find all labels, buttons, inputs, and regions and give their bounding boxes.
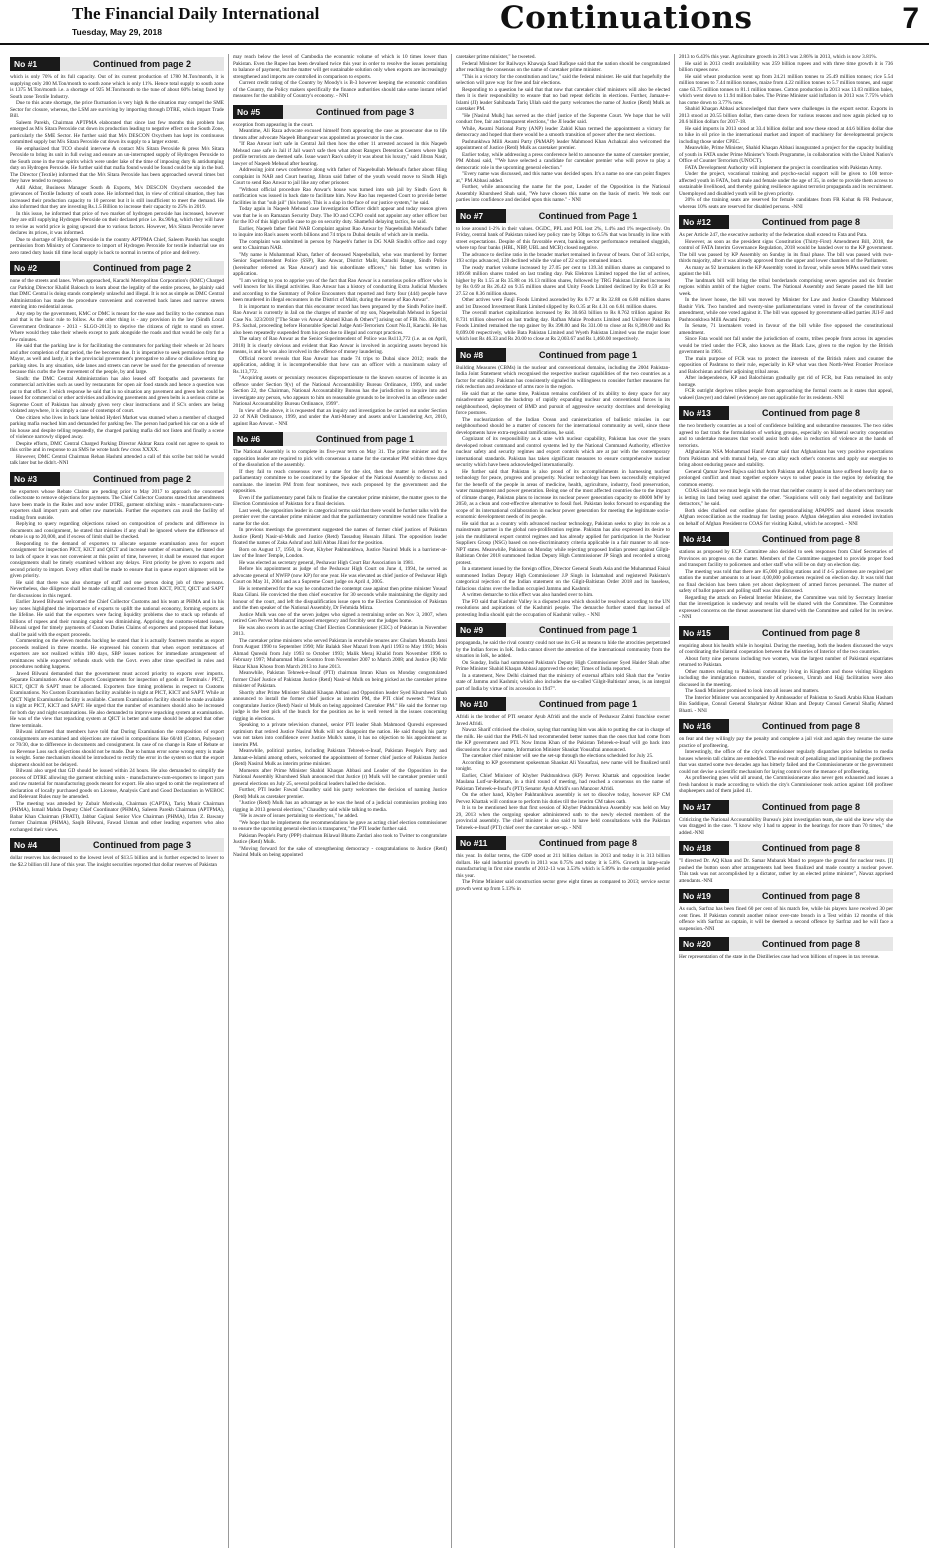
article-header xyxy=(456,348,670,362)
article-paragraph: The nuclearization of the Indian Ocean and canisterization of ballistic missiles in our neighbourhood should be a matter of concern for the international community as well, since these developments have extra-regional ramifications, he said. xyxy=(456,416,670,436)
article-paragraph: It is to be mentioned here that first session of Khyber Pakhtunkhwa Assembly was held on May 29, 2013 when the outgoing speaker administered oath to the newly elected members of the provincial assembly. The chief minister is also said to have held consultations with the Pakistan Tehreek-e-Insaf (PTI) chief over the caretaker set-up. - NNI xyxy=(456,805,670,831)
article-paragraph: this year. In dollar terms, the GDP stood at 211 billion dollars in 2013 and today it is 313 billion dollars. He said industrial growth in 2013 was 0.75% and today it is 5.8%. Growth in large-scale manufacturing in first nine months of 2012-13 was 3.53% which is 5.89% in the comparable period this year. xyxy=(456,853,670,879)
article-number: No #10 xyxy=(456,697,506,711)
article-paragraph: Meanwhile, Prime Minister, Shahid Khaqan Abbasi inaugurated a project for the capacity building of youth in FATA under Prime Minister's Youth Programme, in collaboration with the United Nation's Office of Counter Terrorism (UNOCT). xyxy=(679,145,893,164)
article-paragraph: Federal Minister for Railways Khawaja Saad Rafique said that the nation should be congratulated after reaching the consensus on the name of caretaker prime minister. xyxy=(456,60,670,73)
issue-date: Tuesday, May 29, 2018 xyxy=(72,27,162,37)
article-paragraph: As profiteering goes wild all around, the Commissionerate also never gets exhausted and issues a fresh handout is made according to which the city's Commissioner took action against 168 profiteer shopkeepers and of them jailed 41. xyxy=(679,775,893,794)
article-paragraph: He was elected as secretary general, Peshawar High Court Bar Association in 1981. xyxy=(239,559,415,566)
article-paragraph: He was also sworn in as the acting Chief Election Commissioner (CEC) of Pakistan in November 2013. xyxy=(233,624,447,637)
article-paragraph: Today again in Naqeeb Mehsud case Investigation Officer didn't appear and today reason given was that he is on Ramazan Security Duty. The IO and CCPO could not appoint any other officer but for the IO of this high profile case to go on security duty. Shameful delaying tactics, he said. xyxy=(233,206,447,225)
article-heading: Continued from page 8 xyxy=(729,841,893,855)
article-paragraph: "Without official procedure Rao Anwar's house was turned into sub jail by Sindh Govt & notification was issued in back date to facilitate him. Now Rao has requested Court to provide better facilities in that "sub jail" (his home). This is a slap in the face of our justice system," he said. xyxy=(233,186,447,206)
article-paragraph: The main purpose of FCR was to protect the interests of the British rulers and counter the opposition of Pashtuns to their rule, especially in KP what was then North-West Frontier Province and Balochistan and their adjoining tribal areas. xyxy=(679,355,893,375)
article-paragraph: stations as proposed by ECP. Committee also decided to seek responses from Chief Secretaries of Provinces on progress on the matter. Members of the Committee suggested to provide proper food and transport facility to policemen and other staff who will be on duty on election day. xyxy=(679,549,893,568)
article-number: No #19 xyxy=(679,889,729,903)
article-paragraph: dollar reserves has decreased to the lowest level of $13.5 billion and is further expected to lower to the $2.2 billion till June of this year. The insight securities reported that dollar reserves of Pakistan xyxy=(10,855,224,868)
article-paragraph: Afghanistan NSA Mohammad Hanif Atmar said that Afghanistan has very positive expectations from Pakistan and with mutual help, we can allay each other's concerns and apply our energies to bring about enduring peace and stability. xyxy=(679,449,893,468)
column-3 xyxy=(456,54,670,1550)
article-heading: Continued from page 8 xyxy=(729,937,893,951)
article-body xyxy=(10,489,224,834)
article-heading: Continued from page 1 xyxy=(506,697,670,711)
article-paragraph: In previous meetings the government suggested the names of former chief justices of Pakistan Justice (Retd) Nasir-ul-Mulk and Justice (Retd) Tassaduq Hussain Jillani. The opposition leader floated the names of Zaka Ashraf and Jalil Abbas Jilani for the position. xyxy=(233,527,447,546)
article-paragraph: He said that there was also shortage of staff and one person doing job of three persons. Nevertheless, due diligence shall be made calling all concerned from KICT, PICT, QICT and SAPT for discussions in this regard. xyxy=(10,579,224,599)
article-paragraph: He said that the parking law is for facilitating the commuters for parking their wheels or 24 hours and after completion of that period, the fee becomes due. It is imperative to seek permission from the Mayor, as well and lastly, it is the provincial government's prerogative to allow or disallow setting up parking sites. In any situation, side lanes and streets can never be used for the generation of revenue because this curbs the free movement of the people, by and large. xyxy=(10,343,224,375)
article-paragraph: Earlier today, while addressing a press conference held to announce the name of caretaker premier, PM Abbasi said, ""We have selected a candidate for caretaker premier who will prove to play a democratic role in the upcoming general election." xyxy=(456,151,670,171)
article-paragraph: Responding to a question he said that that now that caretaker chief ministers will also be elected then it is their responsibility to ensure that no bad repeat deficits in elections. Further, Jamaat-e-Islami (JI) leader Sahibzada Tariq Ullah said the party welcomes the name of Justice (Retd) Mulk as caretaker PM. xyxy=(456,86,670,112)
article-body xyxy=(679,643,893,715)
article-paragraph: Interestingly, the office of the city's commissioner regularly dispatches price bulletins to media houses wherein tall claims are embedded. The end result of penalizing and imprisoning the profiteers that was started some two decades ago has bitterly failed and the Commissionerate or the government could not devise a scientific mechanism for laying control over the menace of profiteering. xyxy=(679,749,893,775)
article-paragraph: Justice Mulk was one of the seven judges who signed a restraining order on Nov 3, 2007, when retired Gen Pervez Musharraf imposed emergency and forcibly sent the judges home. xyxy=(233,611,447,624)
article-paragraph: "I am writing to you to apprise you of the fact that Rao Anwar is a notorious police officer who is well known for his illegal activities. Rao Anwar has a history of conducting Extra Judicial Murders and according to the Summary of Police Encounters that reported and forty four (444) people have been murdered in illegal encounters in the District of Malir, during the tenure of Rao Anwar". xyxy=(233,277,447,303)
article-heading: Continued from page 8 xyxy=(729,215,893,229)
article-paragraph: Earlier, Chief Minister of Khyber Pakhtunkhwa (KP) Pervez Khattak and opposition leader Maulana Lutf-ur-Rehman, in a third round of meeting, had reached a consensus on the name of Pakistan Tehreek-e-Insaf's (PTI) Senator Ayub Afridi's son Manzoor Afridi. xyxy=(456,772,670,792)
article-paragraph: Her representation of the state in the Distilleries case had won billions of rupees in tax revenue. xyxy=(679,954,880,960)
article-paragraph: "My name is Muhammad Khan, father of deceased Naqeebullah, who was murdered by former Senior Superintendent Police (SSP), Rao Anwar, District Malir, Karachi Range, Sindh Police (hereinafter referred as 'Rao Anwar') and his subordinate officers," his father has written in application. xyxy=(233,251,447,277)
article-paragraph: On Sunday, India had summoned Pakistan's Deputy High Commissioner Syed Haider Shah after Prime Minister Shahid Khaqan Abbasi approved the order; Times of India reported. xyxy=(456,659,670,672)
article xyxy=(10,261,224,469)
article-heading: Continued from page 2 xyxy=(60,57,224,71)
article-number: No #14 xyxy=(679,532,729,546)
column-divider xyxy=(674,54,675,1548)
article-paragraph: However, DMC Central Chairman Rehan Hashmi attended a call of this scribe but told he would talk later but he didn't.-NNI xyxy=(10,453,224,466)
article-number: No #15 xyxy=(679,626,729,640)
article-heading: Continued from page 2 xyxy=(60,472,224,486)
article-paragraph: The overall market capitalization increased by Rs 30.663 billion to Rs 8.762 trillion against Rs 8.731 trillion observed on last trading day. Rafhan Maize Products Limited and Unilever Pakistan Foods Limited remained the top gainer by Rs 398.00 and Rs 331.00 to close at Rs 8,398.00 and Rs 8,699.00 respectively, while Bata Pakistan Limited and Wyeth Pakistan Limited was the major loser which lost Rs 46.33 and Rs 20.00 to close at Rs 2,003.67 and Rs 1,460.00 respectively. xyxy=(456,310,670,342)
article xyxy=(456,697,670,833)
column-1 xyxy=(10,54,224,1550)
article-paragraph: Afridi is the brother of PTI senator Ayub Afridi and the uncle of Peshawar Zalmi franchise owner Javed Afridi. xyxy=(456,714,670,727)
article-paragraph: 2013 to 6.43% this year. Agriculture growth in 2013 was 2.86% in 2013, which is now 3.81%. xyxy=(679,54,878,60)
article-paragraph: In a statement issued by the foreign office, Director General South Asia and the Muhammad Faisal summoned Indian Deputy High Commissioner J.P Singh in Islamabad and registered Pakistan's categorical rejection of the Indian statement on the Gilgit-Baltistan Order 2018 and its baseless, fallacious claims over the Indian occupied Jammu and Kashmir. xyxy=(456,566,670,592)
article-paragraph: The meeting was attended by Zubair Motiwala, Chairman (CAPTA), Tariq Munir Chairman (PHMA), Ismail Mahda Deputy Chief Coordinator (PHMA), Saleem Parekh Chairman (APTPMA), Babar Khan Chairman (FBATI), Jabbar Gajiani Senior Vice Chairman (PHMA), Irfan Z. Bawany former Chairman (PHMA), Saqib Bilwani, Fawad Usman and other leading exporters who also exchanged their views. xyxy=(10,800,224,833)
article-paragraph: Moments after Prime Minister Shahid Khaqan Abbasi and Leader of the Opposition in the National Assembly Khursheed Shah announced that Justice (r) Mulk will be caretaker premier until general elections on July 25, several political leaders hailed the decision. xyxy=(233,767,447,787)
article-body xyxy=(456,853,670,892)
article-paragraph: While, Awami National Party (ANP) leader Zahid Khan termed the appointment a victory for democracy and hoped that there would be a smooth transition of power after the next elections. xyxy=(456,125,670,138)
article-header xyxy=(456,209,670,223)
article-paragraph: enquiring about his health while in hospital. During the meeting, both the leaders discussed the ways of coordinating the bilateral cooperation between the Ministries of Interior of the two countries. xyxy=(679,642,893,655)
article-paragraph: The FO said that Kashmir Valley is a disputed area which should be resolved according to the UN resolutions and aspirations of the Kashmiri people. The demarche further stated that instead of protesting India should quit the occupation of Kashmir valley. - NNI xyxy=(456,598,670,618)
article-heading: Continued from page 8 xyxy=(729,719,893,733)
article-paragraph: He said that at the same time, Pakistan remains confident of its ability to deny space for any misadventure against the backdrop of rapidly expanding nuclear and conventional forces in its neighbourhood, deployment of BMD and pursuit of aggressive security doctrines and developing force postures. xyxy=(456,390,670,416)
article-header xyxy=(679,532,893,546)
article-paragraph: The advance to decline ratio in the broader market remained in favour of bears. Out of 343 scrips, 193 scrips advanced, 128 declined while the value of 22 scrips remained intact. xyxy=(456,251,670,264)
article-body xyxy=(233,449,447,859)
article-paragraph: If they fail to reach consensus over a name for the slot, then the matter is referred to a parliamentary committee to be constituted by the Speaker of the National Assembly to discuss and nominate. the interim PM from four nominees, two each proposed by the government and the opposition. xyxy=(233,468,447,494)
article-body xyxy=(233,122,447,428)
article-paragraph: Due to shortage of Hydrogen Peroxide in the country APTPMA Chief, Saleem Parekh has sought permission from Ministry of Commerce to import of Hydrogen Peroxide for textile industrial use on zero rated duty basis till time local supply is back to normal in terms of price and delivery. xyxy=(10,236,224,256)
article-paragraph: "We hope that he implements the recommendations he gave as acting chief election commissioner to ensure the upcoming general election is transparent," the PTI leader further said. xyxy=(233,819,447,832)
article-paragraph: which is only 70% of its full capacity. Out of its current production of 1780 M.Ton/month, it is supplying only 200 M.Ton/month to south zone which is only 11%. Hence total supply to south zone is 1375 M.Ton/month i.e. a shortage of 925 M.Ton/month to the tune of about 60% being faced by South zone Textile Industry. xyxy=(10,74,224,100)
masthead-left xyxy=(72,4,319,37)
article-paragraph: The meeting was told that there are 85,000 polling stations and if 4-5 policemen are required per station the number amounts to at least 4,00,000 policemen required on election day. It was told that no final decision has been taken yet about deployment of armed forces personnel. The matter of safety of ballot papers and polling staff was also discussed. xyxy=(679,568,893,594)
article-paragraph: Meanwhile, political parties, including Pakistan Tehreek-e-Insaf, Pakistan People's Party and Jamaat-e-Islami among others, welcomed the appointment of former chief justice of Pakistan Justice (Retd) Nasirul Mulk as interim prime minister. xyxy=(233,748,447,767)
article-body xyxy=(456,54,670,204)
article-paragraph: Earlier Jawed Bilwani welcomed the Chief Collector Customs and his team at PHMA and in his key notes highlighted the importance of exports to uplift the national economy, forming exports as the lifeline. He said that the exporters were facing liquidity problems due to stuck up refunds of billions of rupees and their running capital was diminishing. Apprising the customs-related issues, Bilwani urged for timely payments of Custom Duties Claims of exporters and proposed that Rebate shall be paid with the export proceeds. xyxy=(10,599,224,638)
article-paragraph: As per Article 247, the executive authority of the federation shall extend to Fata and Pata. xyxy=(679,232,868,238)
article-paragraph: propaganda, he said the rival country could not use its G-H as means to hide the atrocities perpetrated by the Indian forces in IoK. India cannot divert the attention of the international community from the situation in IoK, he added. xyxy=(456,640,670,659)
article-number: No #3 xyxy=(10,472,60,486)
article-paragraph: The Interior Minister was accompanied by Ambassador of Pakistan to Saudi Arabia Khan Hasham Bin Saddique, Consul General Shahryar Akhtar Khan and Deputy Consul General Shafiq Ahmed Bhatti. - NNI xyxy=(679,694,893,714)
article-header xyxy=(456,697,670,711)
article-heading: Continued from page 8 xyxy=(729,800,893,814)
article-paragraph: Adil Akbar, Business Manager South & Exports, M/s DESCON Oxychem seconded the grievances of Textile Industry of south zone. He informed that, in view of critical situation, they has increased their production capacity to 10 percent but it is still insufficient to meet the demand. He also informed that they are investing Rs.1.5 Billion to increase their capacity to 25% in 2019. xyxy=(10,184,224,210)
article-paragraph: caretaker prime minister," he tweeted. xyxy=(456,54,536,60)
article-body xyxy=(679,906,893,932)
article-heading: Continued from Page 1 xyxy=(506,209,670,223)
article xyxy=(233,432,447,861)
article-paragraph: General Qamar Javed Bajwa said that both Pakistan and Afghanistan have suffered heavily due to prolonged conflict and must together explore ways to usher peace in the region by defeating the common enemy. xyxy=(679,468,893,488)
article-header xyxy=(10,261,224,275)
article-heading: Continued from page 8 xyxy=(729,626,893,640)
article-paragraph: He emphasized that TCO should intervene & contact M/s Sitara Peroxide & press M/s Sitara Peroxide to bring its unit in full swing and ensure an un-interrupted supply of Hydrogen Peroxide to the South zone in the true spirits which were under lake of the time of imposing duty & antidumping duty on Hydrogen Peroxide. He further said that mafia found would be found could be nip in the bud. The Director (Textile) informed that the M/s Sitara Peroxide has been approached several times but they have tended to response. xyxy=(10,145,224,184)
masthead-rule xyxy=(0,43,929,45)
article-paragraph: "I directed Dr. AQ Khan and Dr. Samar Mubarak Mand to prepare the ground for nuclear tests. [I] pushed the button soon after arrangements had been finalized and made country a nuclear power. This task was not accomplished by a dictator, rather by an elected prime minister", Nawaz apprised attendants.-NNI xyxy=(679,858,893,884)
article xyxy=(233,105,447,430)
article-paragraph: Building Measures (CBMs) in the nuclear and conventional domains, including the 2004 Pakistan-India Joint Statement which recognised the respective nuclear capabilities of the two countries as a factor for stability. Pakistan has consistently signaled its willingness to consider further measures for risk reduction and avoidance of arms race in the region. xyxy=(456,364,670,390)
article-heading: Continued from page 8 xyxy=(729,406,893,420)
article-paragraph: "Moving forward for the sake of strengthening democracy - congratulations to Justice (Retd) Nasirul Mulk on being appointed xyxy=(233,845,447,858)
article-paragraph: COAS said that we must begin with the trust that neither country is used of the others territory nor is letting its land being used against the other. "Suspicions will only fuel negativity and facilitate detractors," he said. xyxy=(679,488,893,507)
article-paragraph: 20% of the training seats are reserved for female candidates from FR Kohat & FR Peshawar, whereas 10% seats are reserved for disabled persons. -NNI xyxy=(679,197,893,210)
article-body xyxy=(456,365,670,619)
article-paragraph: Under the project, vocational training and psycho-social support will be given to 100 terror-affected youth in FATA, both male and female under the age of 35, in order to provide them access to sustainable livelihood, and thereby gaining resilience against terrorist propaganda and its recruitment. Unemployed and disabled youth will be given priority. xyxy=(679,171,893,197)
article-body xyxy=(10,74,224,256)
article-paragraph: Shortly after Prime Minister Shahid Khaqan Abbasi and Opposition leader Syed Khursheed Shah announced to install the former chief justice as interim PM, the PTI chief tweeted: "Want to congratulate Justice (Retd) Nasir ul Mulk on being appointed Caretaker PM." He said the former top judge is the best pick of the bunch for the position as he is well versed in the issues concerning rigging in elections. xyxy=(233,689,447,722)
article-heading: Continued from page 8 xyxy=(729,889,893,903)
article-paragraph: the two brotherly countries as a tool of confidence building and substantive measures. The two sides agreed to fast track the formulation of working groups, especially on bilateral security cooperation and to undertake measures that would assist both sides in reduction of violence at the hands of terrorists. xyxy=(679,423,893,449)
article-paragraph: Meanwhile, Pakistan Tehreek-e-Insaf (PTI) chairman Imran Khan on Monday congratulated former Chief Justice of Pakistan Justice (Retd) Nasir-ul Mulk on being picked as the caretaker prime minister of Pakistan. xyxy=(233,670,447,689)
article xyxy=(10,838,224,870)
article-paragraph: Commenting on the eleven months backlog he stated that it is actually fourteen months as export proceeds realized in three months. He expressed his concern that when export remittances of exporters are not realized within 180 days, SBP issues notices for immediate arrangement of remittances while exporters' refunds stuck with the Govt. even after time specified in rules and procedures nothing happens. xyxy=(10,638,224,670)
article-paragraph: Replying to query regarding objections raised on composition of products and difference in documents and consignment, he stated that mistakes if any shall be ignored where the difference of rebate is up to 20,000, and if excess of limit shall be checked. xyxy=(10,521,224,540)
article-heading: Continued from page 1 xyxy=(506,348,670,362)
article-paragraph: Pashtunkhwa Milli Awami Party (PkMAP) leader Mahmood Khan Achakzai also welcomed the appointment of Justice (Retd) Mulk as caretaker premier. xyxy=(456,138,670,151)
article-paragraph: Sindh: the DMC Central Administration has also leased off footpaths and pavements for commercial activities such as used by restaurants for open air food stands and hence a question was put to that officer. I which response he said that in no situation any pavement and green belt could be leased for commercial or other activities and allowing pavements and green belts is a serious crime as Supreme Court of Pakistan has already given very clear instructions and if SC's orders are being violated anywhere, it is simply a case of contempt of court. xyxy=(10,375,224,414)
article xyxy=(679,54,893,212)
article-paragraph: The National Assembly is to complete its five-year term on May 31. The prime minister and the opposition leader are required to pick with consensus a name for the caretaker PM within three days of the dissolution of the assembly. xyxy=(233,449,447,468)
article-paragraph: A written demarche to this effect was also handed over to him. xyxy=(462,592,594,598)
article-paragraph: Other actives were Fauji Foods Limited ascended by Rs 0.77 at Rs 32.88 on 6.80 million shares and 1st Dawood Investment Bank Limited slipped by Rs 0.35 at Rs 4.31 on 6.61 million shares. xyxy=(456,297,670,310)
column-4 xyxy=(679,54,893,1550)
article-paragraph: In a statement, New Delhi claimed that the ministry of external affairs told Shah that the "entire state of Jammu and Kashmir, which also includes the so-called 'Gilgit-Baltistan' areas, is an integral part of India by virtue of its accession in 1947". xyxy=(456,672,670,692)
article-paragraph: Due to this acute shortage, the price fluctuation is very high & the situation may compel the SME Sector for closure, whereas, the LSM are surviving by importing through DTRE, which impart Trade Bill. xyxy=(10,100,224,119)
article-body xyxy=(679,549,893,621)
article-body xyxy=(679,232,893,401)
article-paragraph: On the other hand, Khyber Pakhtunkhwa assembly is set to dissolve today, however KP CM Pervez Khattak will continue to perform his duties till the interim CM takes oath. xyxy=(456,792,670,805)
article xyxy=(456,348,670,621)
article-paragraph: "Acquiring assets or pecuniary resources disproportionate to the known sources of income is an offence under Section 9(v) of the National Accountability Bureau Ordinance, 1999, and under Section 22, the Chairman, National Accountability Bureau has the jurisdiction to inquire into and investigate any person, who appears to him on reasonable grounds to be involved in an offence under National Accountability Bureau Ordinance, 1999". xyxy=(233,375,447,407)
article xyxy=(456,54,670,206)
article-body xyxy=(679,54,893,210)
article-header xyxy=(679,889,893,903)
article-paragraph: According to KP government spokesman Shaukat Ali Yousafzai, new name will be finalized until tonight. xyxy=(456,759,670,772)
article xyxy=(456,836,670,894)
article-paragraph: Jawed Bilwani demanded that the government must accord priority to exports over imports. Separate Examination Areas of Exports Consignments for inspection of goods at Terminals / PICT, KICT, QICT & SAPT must be allocated. Exporters face timing problems in respect to Customs Examinations. No Custom Examination facility available in night at PICT, KICT and SAPT. While at QICT Night Examination facility is available. Custom Examination facility should be made available in night at PICT, KICT and SAPT. He urged that the number of examiners should also be increased for both day and night examinations. He also demanded to improve repacking system at examination. He was of the view that repacking system at QICT is better and same should be adopted that other three terminals. xyxy=(10,670,224,729)
article-body xyxy=(679,423,893,527)
article-paragraph: He said that as a country with advanced nuclear technology, Pakistan seeks to play its role as a mainstream partner in the global non-proliferation regime. Pakistan has also expressed its desire to join the multilateral export control regimes and has already applied for participation in the Nuclear Suppliers Group (NSG) based on non-discriminatory criteria applicable in a fair manner to all non-NPT states. Meanwhile, Pakistan on Monday while rejecting proposed Indian protest against Gilgit-Baltistan Order 2018 summoned Indian Deputy High Commissioner JP Singh and recorded a strong protest. xyxy=(456,520,670,566)
article xyxy=(233,54,447,102)
article-paragraph: "Every name was discussed, and this name was decided upon. It's a name no one can point fingers at," PM Abbasi added. xyxy=(456,171,670,184)
article-number: No #9 xyxy=(456,623,506,637)
article-paragraph: Pakistan People's Party (PPP) chairman Bilawal Bhutto Zardari also took to Twitter to congratulate Justice (Retd) Mulk. xyxy=(233,832,447,845)
article-body xyxy=(456,226,670,343)
article-paragraph: FATA Development Authority will implement the project in coordination with Pakistan Army. xyxy=(685,164,883,171)
article-heading: Continued from page 2 xyxy=(60,261,224,275)
article-paragraph: Despite efforts, DMC Central Charged Parking Director Akhtar Raza could not agree to speak to this scribe and in response to an SMS he wrote back few cross XXXX. xyxy=(10,440,224,453)
article-paragraph: The Saudi Minister promised to look into all issues and matters. xyxy=(685,688,820,694)
article-paragraph: In the lower house, the bill was moved by Minister for Law and Justice Chaudhry Mahmood Bashir Virk. Two hundred and twenty-nine parliamentarians voted in favour of the constitutional amendment, while one voted against it. The bill was opposed by government-allied parties JUI-F and Pashtoonkhwa Milli Awami Party. xyxy=(679,297,893,323)
section-title: Continuations xyxy=(500,0,753,36)
article-paragraph: Any step by the government, KMC or DMC is meant for the ease and facility to the common man and that is the basic rule to follow. As the other thing is - any provision in the law (Sindh Local Government Ordinance - 2013 - SLGO-2013) to deprive the citizens of right to stand on street. Where would they take their wheels except to park alongside the roads and that would be only for a few minutes. xyxy=(10,310,224,343)
article-paragraph: Last week, the opposition leader in categorical terms said that there would be further talks with the premier over the caretaker prime minister and that the parliamentary committee would now finalise a name for the slot. xyxy=(233,507,447,527)
article-header xyxy=(679,215,893,229)
article-number: No #16 xyxy=(679,719,729,733)
article-paragraph: Regarding the attack on Federal Interior Minister, the Committee was told by Secretary Interior that the investigation is underway and results will be shared with the Committee. The Committee expressed concerns on the threat assessment list shared with the Committee and called for its review. - NNI xyxy=(679,594,893,620)
article-paragraph: none of the streets and lanes. When approached, Karachi Metropolitan Corporation's (KMC) Charged car Parking Director Khalid Balouch to learn about the legality of the entire process, he plainly said that DMC Central is doing stands completely unlawful and illegal. It is not as simple as DMC Central Administration has made the procedure convenient and converted back lanes and narrow streets entering into residential areas. xyxy=(10,278,224,310)
article-heading: Continued from page 8 xyxy=(506,836,670,850)
article-paragraph: to lose around 1-2% in their values. OGDC, PPL and POL lost 2%, 1.4% and 1% respectively. On Friday, central bank of Pakistan raised key policy rate by 50bps to 6.5% that was broadly in line with street expectations. Despite of this favorable event, banking sector performance remained sluggish, where top four banks (HBL, NBP, UBL and MCB) closed negative. xyxy=(456,225,670,251)
article xyxy=(679,215,893,403)
article-paragraph: The caretaker chief minister will see the set-up through the elections scheduled for July 25. xyxy=(462,753,654,759)
article-header xyxy=(679,800,893,814)
article xyxy=(10,472,224,836)
article-number: No #6 xyxy=(233,432,283,446)
article-paragraph: It is important to mention that this encounter record has been prepared by the Sindh Police itself. Rao Anwar is currently in Jail on the charges of murder of my son, Naqeebullah Mehsud in Special Case No. 323/2018 ["The State v/s Anwar Ahmed Khan & Others"] arising out of FIR No. 40/2018, P.S. Sachal, proceeding before Honorable Special Judge Anti-Terrorism Court No.II, Karachi. He has also been repeatedly suspended from his post due to illegal and corrupt practices. xyxy=(233,303,447,336)
article-header xyxy=(456,623,670,637)
article-paragraph: In Senate, 71 lawmakers voted in favour of the bill while five opposed the constitutional amendment. xyxy=(679,323,893,336)
article-heading: Continued from page 3 xyxy=(283,105,447,119)
article-paragraph: "He [Nasirul Mulk] has served as the chief justice of the Supreme Court. We hope that he will conduct free, fair and transparent elections," the JI leader said. xyxy=(456,112,670,125)
article-heading: Continued from page 8 xyxy=(729,532,893,546)
article xyxy=(456,623,670,694)
article-paragraph: Meantime, Ali Raza advocate excused himself from appearing the case as prosecutor due to life threats after advocate Naqeeb Bhangwar was appointed as prosecutor in the case. xyxy=(233,128,447,141)
article-heading: Continued from page 1 xyxy=(506,623,670,637)
article-number: No #13 xyxy=(679,406,729,420)
article-paragraph: He is remembered for the way he conducted the contempt case against then prime minister Yousaf Raza Gilani. He convicted the then chief executive for 30 seconds while maintaining the dignity and honour of the court, and left the disqualification issue open to the Election Commission of Pakistan and the then speaker of the National Assembly, Dr Fehmida Mirza. xyxy=(233,585,447,611)
article-header xyxy=(10,838,224,852)
article-header xyxy=(233,432,447,446)
article-paragraph: Nawaz Sharif criticised the choice, saying that naming him was akin to putting the cat in charge of the milk. He said that the PML-N had recommended better names than the ones that had come from the KP government and PTI. Now Imran Khan of the Pakistan Tehreek-e-Insaf will go back into discussions for a new name, Information Minister Shaukat Yousafzai announced. xyxy=(456,727,670,753)
article-paragraph: Official record reveals that Rao Anwar has made 74 trips to Dubai since 2012; reads the application, adding it is incomprehensible that how can an officer with a maximum salary of Rs.113,772. xyxy=(233,355,447,375)
article-paragraph: the exporters whose Rebate Claims are pending prior to May 2017 to approach the concerned collectorate to remove objections for payments. The Chief Collector Customs stated that amendments have been made in the Rules and now under DTRE, garment stitching units - manufacturers-cum-exporters shall import yarn and other raw materials. Further the exporters can avail the facility of trading from outside. xyxy=(10,488,224,521)
paper-name: The Financial Daily International xyxy=(72,4,320,23)
article-paragraph: on fear and they willingly pay the penalty and complete a jail visit and again they resume the same practice of profiteering. xyxy=(679,736,893,749)
article xyxy=(679,532,893,623)
article-paragraph: He said wheat production went up from 24.21 million tonnes to 25.49 million tonnes; rice 5.54 million tonnes to 7.44 million tonnes, maize from 4.22 million tonnes to 5.7 million tonnes, and sugar cane 63.75 million tonnes to 81.1 million tonnes. Cotton production in 2013 was 13.03 million bales, which went down to 11.94 million bales. The Prime Minister said inflation in 2013 was 7.75% which has come down to 3.77% now. xyxy=(679,73,893,106)
article-number: No #11 xyxy=(456,836,506,850)
article xyxy=(10,57,224,258)
article-paragraph: Further, PTI leader Fawad Chaudhry said his party welcomes the decision of naming Justice (Retd) Mulk as caretaker premier. xyxy=(233,787,447,800)
article-number: No #20 xyxy=(679,937,729,951)
article-paragraph: Other matters relating to Pakistani community living in Kingdom and those visiting Kingdom including the immigration matters, transfer of prisoners, Umrah and Hajj facilitation were also discussed in the meeting. xyxy=(679,668,893,688)
article xyxy=(679,406,893,529)
article xyxy=(679,937,893,963)
article-header xyxy=(10,472,224,486)
article-paragraph: However, as soon as the president signs Constitution (Thirty-First) Amendment Bill, 2018, the control of FATA Interim Governance Regulation, 2018 would be handed over to the KP government. The bill was passed by KP Assembly on Sunday in its final phase. The bill was passed with two-thirds majority, after it was already approved from the upper and lower chambers of the Parliament. xyxy=(679,238,893,264)
article-paragraph: "This is a victory for the constitution and law," said the federal minister. He said that hopefully the selection will pave way for free and fair elections. xyxy=(456,73,670,86)
article-body xyxy=(10,278,224,467)
page-number: 7 xyxy=(902,2,919,35)
article-paragraph: He further said that Pakistan is also proud of its accomplishments in harnessing nuclear technology for peace, progress and prosperity. Nuclear technology has been successfully employed for the benefit of the people in areas of medicine, health, agriculture, industry, food preservation, water management and power generation. Being one of the most affected countries due to the impact of climate change, Pakistan plans to increase its nuclear power generation capacity to 40000 MW by 2050, as a clean and cost-effective alternative to fossil fuel. Pakistan looks forward to expanding the scope of its international collaboration in nuclear power generation for meeting the legitimate socio-economic development needs of its people. xyxy=(456,468,670,520)
article-paragraph: About forty nine persons including two women, was the largest number of Pakistani expatriates returned to Pakistan. xyxy=(679,655,893,668)
article-body xyxy=(679,858,893,884)
article-number: No #18 xyxy=(679,841,729,855)
column-2 xyxy=(233,54,447,1550)
article-paragraph: Current credit rating of the Country by Moody's is B-3 however keeping the economic condition of the Country, the Policy makers specifically the finance authorities should take some instant relief measures for the stability of Country's economy. - NNI xyxy=(233,80,447,99)
article-paragraph: Both sides chalked out outline plans for operationalising APAPPS and shared ideas towards Afghan reconciliation as the roadmap for lasting peace. Afghan delegation also extended invitation on behalf of Afghan President to COAS for visiting Kabul, which he accepted. - NNI xyxy=(679,507,893,527)
article-body xyxy=(233,54,447,100)
masthead xyxy=(0,0,929,46)
article xyxy=(679,626,893,717)
column-divider xyxy=(451,54,452,1548)
article-paragraph: The landmark bill will bring the tribal borderlands comprising seven agencies and six frontier regions within ambit of the higher courts. The National Assembly and Senate passed the bill last week. xyxy=(679,277,893,297)
article-body xyxy=(456,714,670,831)
article-body xyxy=(679,736,893,795)
article-paragraph: In this issue, he informed that price of two market of hydrogen peroxide has increased, however they are still supplying Hydrogen Peroxide on their declared price i.e. Rs.90/kg, which they will have to revise as world price is going upward due to various factors. However, M/s Sitara Peroxide never declares its prices, it was informed. xyxy=(10,210,224,236)
article-paragraph: As many as 92 lawmakers in the KP Assembly voted in favour, while seven MPAs used their votes against the bill. xyxy=(679,264,893,277)
article xyxy=(679,841,893,886)
article-number: No #2 xyxy=(10,261,60,275)
article-body xyxy=(10,855,224,868)
article-number: No #4 xyxy=(10,838,60,852)
article-paragraph: The Prime Minister said construction sector grew eight times as compared to 2013; service sector growth went up from 5.13% in xyxy=(456,879,670,892)
article-paragraph: Saleem Parekh, Chairman APTPMA elaborated that since last few months this problem has emerged as M/s Sitara Peroxide cut down its production leading to negative effect on the South Zone, particularly the SME Sector. He further said that M/s DESCON Oxychem has kept its continuous committed supply but M/s Sitara Peroxide cut down its supply to a larger extent. xyxy=(10,119,224,145)
article-number: No #5 xyxy=(233,105,283,119)
article-header xyxy=(679,626,893,640)
article-header xyxy=(679,937,893,951)
article-paragraph: He said imports in 2013 stood at 33.4 billion dollar and now these stood at 44.6 billion dollar due to hike in oil price in the international market and import of machinery for developmental projects including those under CPEC. xyxy=(679,125,893,145)
article-header xyxy=(10,57,224,71)
article-paragraph: "He is aware of issues pertaining to elections," he added. xyxy=(239,813,359,819)
article-paragraph: Speaking to a private television channel, senior PTI leader Shah Mahmood Qureshi expressed optimism that retired Justice Nasirul Mulk will not disappoint the nation. He said though his party was not taken into confidence over Justice Mulk's name, it has no objection to his appointment as interim PM. xyxy=(233,722,447,748)
article-body xyxy=(456,640,670,692)
article-paragraph: Earlier, Naqeeb father field NAB Complaint against Rao Anwar by Naqeebullah Mehsud's father to inquire into Rao's assets worth billions and 74 trips to Dubai details of which are in media. xyxy=(233,225,447,238)
article-paragraph: The ready market volume increased by 27.05 per cent to 139.34 million shares as compared to 109.68 million shares traded on last trading day. Pak Elektron Limited topped the list of actives, higher by Rs 1.55 at Rs 35.88 on 16.13 million shares, followed by TRG Pakistan Limited increased by Rs 0.69 at Rs 26.42 on 9.35 million shares and Unity Foods Limited declined by Rs 0.59 at Rs 27.52 on 8.36 million shares. xyxy=(456,264,670,297)
article-paragraph: Shahid Khaqan Abbasi acknowledged that there were challenges in the export sector. Exports in 2013 stood at 20.55 billion dollar, then came down for various reasons and now again picked up to 20.6 billion dollars for 2017-18. xyxy=(679,106,893,125)
article-paragraph: Bilwani also urged that GD should be issued within 24 hours. He also demanded to simplify the process of DTRE allowing the garment stitching units - manufacturers-cum-exporters to import yarn and raw material for manufacturing goods meant for export. He also urged to omit the requirement of declaration of locally purchased goods on License, Analysis Card and Good Declaration in WEBOC and Relevant Rules may be amended. xyxy=(10,768,224,800)
article-number: No #7 xyxy=(456,209,506,223)
article-paragraph: "Justice (Retd) Mulk has an advantage as he was the head of a judicial commission probing into rigging in 2013 general elections," Chaudhry said while talking to media. xyxy=(233,800,447,813)
article-paragraph: One citizen who lives in back lane behind Hyderi Market was stunned when a member of charged parking mafia reached him and demanded for parking fee. The person had parked his car on a side of his house and despite telling repeatedly, the charged parking mafia did not listen and finally a scene of violence narrowly slipped away. xyxy=(10,414,224,440)
column-divider xyxy=(228,54,229,1548)
article-number: No #1 xyxy=(10,57,60,71)
article-paragraph: Born on August 17, 1950, in Swat, Khyber Pakhtunkhwa, Justice Nasirul Mulk is a barrister-at-law of the Inner Temple, London. xyxy=(233,546,447,559)
article-paragraph: Bilwani informed that members have told that During Examination the composition of export consignments are examined and objections are raised in compositions like 60/40 (Cotton, Polyester) or 70/30, due to difference in documents and consignment. In case of no change in Rate of Rebate or no Revenue Loss such objections should not be made. Due to human error some wrong entry is made in weight. Some mechanism should be introduced to rectify the error in the system so that the export shipment should not be delayed. xyxy=(10,729,224,768)
article-paragraph: "If Rao Anwar isn't safe in Central Jail then how the other 11 arrested accused in this Naqeeb Mehsud case safe in Jail if Jail wasn't safe then what about Rangers Detention Centers where high profile terrorists are deemed safe. Issue wasn't Rao's safety it was about his luxury," said Jibran Nasir, lawyer of Naqeeb Mehsud after hearing. xyxy=(233,141,447,167)
article-paragraph: He said in 2013 credit availability was 259 billion rupees and with three time growth it is 736 billion rupees now. xyxy=(679,60,893,73)
article-paragraph: may reach below the level of Cambodia the economic volume of which is 10 times lower than Pakistan. Even the Rupee has been devalued twice this year in order to resolve the issues pertaining to balance of payment, but the matter will get sustainable solution only when exports are increasingly strengthened and imports are controlled in comparison to exports. xyxy=(233,54,447,80)
article-paragraph: Cognizant of its responsibility as a state with nuclear capability, Pakistan has over the years developed robust command and control systems led by the National Command Authority, effective nuclear safety and security regimes and export controls which are at par with the contemporary international standards. Pakistan has taken significant measures to ensure comprehensive nuclear security which have been acknowledged internationally. xyxy=(456,436,670,468)
article xyxy=(679,889,893,934)
article-paragraph: FCR outright deprives tribes people from approaching the formal courts as it states that appeal, wakeel (lawyer) and daleel (evidence) are not applicable for its residents.-NNI xyxy=(679,388,893,401)
article-header xyxy=(679,406,893,420)
article-paragraph: The complaint was submitted in person by Naqeeb's father in DG NAB Sindh's office and copy sent to Chairman NAB. xyxy=(233,238,447,251)
article-paragraph: Criticizing the National Accountability Bureau's joint investigation team, she said she knew why she was dragged in the case. "I know why I had to appear in the hearings for more than 70 times," she added.-NNI xyxy=(679,816,893,836)
article-paragraph: Before his appointment as judge of the Peshawar High Court on June 4, 1994, he served as advocate general of NWFP (now KP) for one year. He was elevated as chief justice of Peshawar High Court on May 31, 2004 and as a Supreme Court judge on April 4, 2005. xyxy=(233,566,447,585)
article-body xyxy=(679,817,893,837)
article-paragraph: As such, Sarfraz has been fined 60 per cent of his match fee, while his players have received 30 per cent fines. If Pakistan commit another minor over-rate breach in a Test within 12 months of this offence with Sarfraz as captain, it will be deemed a second offence by Sarfraz and he will face a suspension.-NNI xyxy=(679,906,893,932)
article-paragraph: exception from appearing in the court. xyxy=(233,121,314,128)
article-paragraph: In view of the above, it is requested that an inquiry and investigation be carried out under Section 22 of NAB Ordinance, 1999, and under the Anti-Money and assets and/or Laundering Act, 2010, against Rao Anwar. - NNI xyxy=(233,407,447,427)
article-paragraph: Further, while announcing the name for the post, Leader of the Opposition in the National Assembly Khursheed Shah said, "We have chosen this name on the basis of merit. We took our parties into confidence and decided upon this name." - NNI xyxy=(456,184,670,203)
article-header xyxy=(679,719,893,733)
article-paragraph: Even if the parliamentary panel fails to finalise the caretaker prime minister, the matter goes to the Election Commission of Pakistan for a final decision. xyxy=(233,494,447,507)
article xyxy=(456,209,670,345)
article-header xyxy=(456,836,670,850)
article-paragraph: The caretaker prime ministers who served Pakistan in erstwhile tenures are: Ghulam Mustafa Jatoi from August 1990 to September 1990; Mir Balakh Sher Mazari from April 1993 to May 1993; Moin Ahmad Qureshi from July 1993 to October 1993; Malik Meraj Khalid from November 1996 to February 1997; Muhammad Mian Soomro from November 2007 to March 2008; and Justice (R) Mir Hazar Khan Khoso from March 2013 to June 2013. xyxy=(233,637,447,670)
article-heading: Continued from page 1 xyxy=(283,432,447,446)
article-number: No #17 xyxy=(679,800,729,814)
article-paragraph: Responding to the demand of exporters to allocate separate examination area for export consignment for inspection PICT, KICT and QICT and increase number of examiners, he stated due to lack of space it was not convenient at this point of time, however, it shall be ensured that export consignments shall be timely examined without any delays. First priority be given to exports and second priority to import. Every effort shall be made to ensure that in queue export shipment will be given priority. xyxy=(10,540,224,579)
article-header xyxy=(679,841,893,855)
article xyxy=(679,719,893,797)
article-paragraph: Addressing joint news conference along with father of Naqeebullah Mehsud's father about filing complaint in NAB and Court hearing, Jibran said father of the youth would move to Sindh High Court to send Rao Anwar to jail like any other prisoner. xyxy=(233,167,447,186)
article-number: No #8 xyxy=(456,348,506,362)
article-paragraph: Since Fata would not fall under the jurisdiction of courts, tribes people from across its agencies would be tried under the FCR, also known as the Black Law, given to the region by the British government in 1901. xyxy=(679,336,893,355)
article-paragraph: The salary of Rao Anwar as the Senior Superintendent of Police was Rs113,772 (i.e. as on April, 2018) It is clearly obvious and evident that Rao Anwar is involved in acquiring assets beyond his means, is and he was also involved in the offence of money laundering. xyxy=(233,336,447,355)
article-body xyxy=(679,954,893,961)
article-paragraph: After independence, KP and Balochistan gradually got rid of FCR, but Fata remained its only hostage. xyxy=(679,375,893,388)
article-number: No #12 xyxy=(679,215,729,229)
article-heading: Continued from page 3 xyxy=(60,838,224,852)
article xyxy=(679,800,893,839)
article-header xyxy=(233,105,447,119)
